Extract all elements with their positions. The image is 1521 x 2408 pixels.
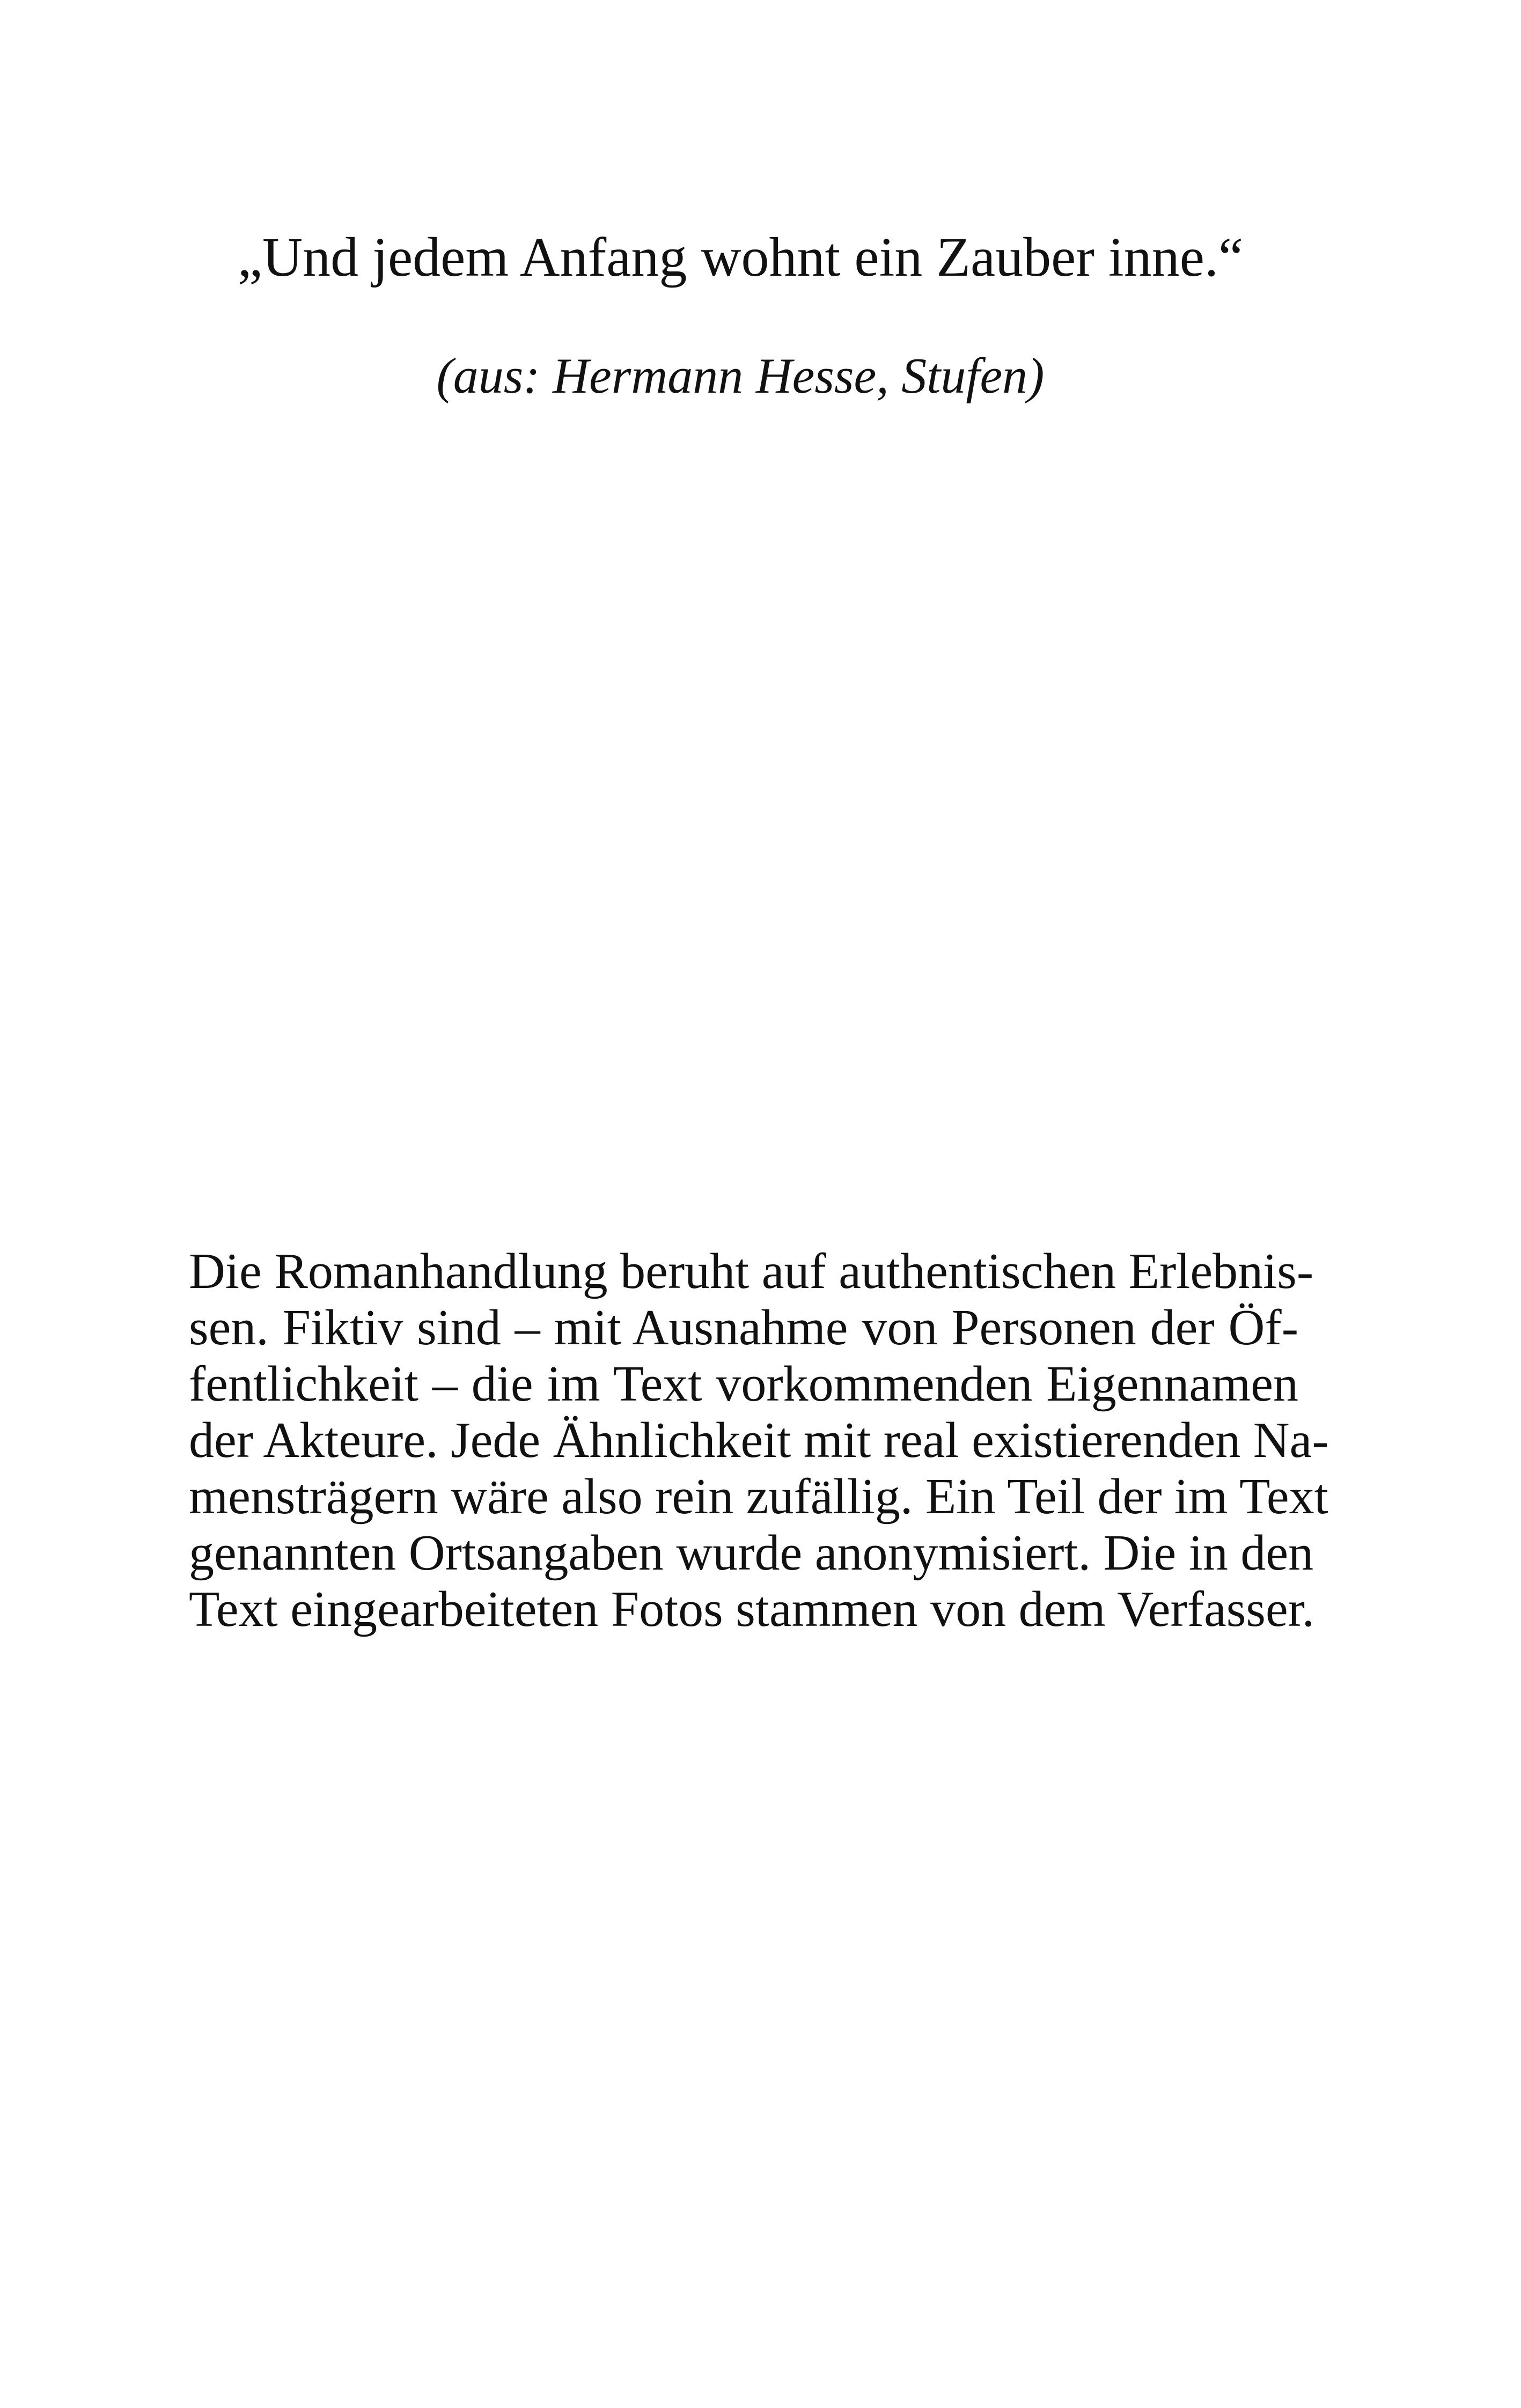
epigraph-quote: „Und jedem Anfang wohnt ein Zauber inne.“ <box>237 226 1244 288</box>
disclaimer-line: fentlichkeit – die im Text vorkommenden Eigennamen <box>189 1356 1298 1412</box>
disclaimer-line: genannten Ortsangaben wurde anonymisiert. Die in den <box>189 1525 1314 1581</box>
disclaimer-line: sen. Fiktiv sind – mit Ausnahme von Personen der Öf- <box>189 1300 1298 1356</box>
disclaimer-line: der Akteure. Jede Ähnlichkeit mit real existierenden Na- <box>189 1412 1329 1468</box>
disclaimer-line: Die Romanhandlung beruht auf authentischen Erlebnis- <box>189 1243 1314 1299</box>
epigraph-source: (aus: Hermann Hesse, Stufen) <box>436 348 1045 404</box>
disclaimer-line: mensträgern wäre also rein zufällig. Ein Teil der im Text <box>189 1469 1328 1525</box>
disclaimer-paragraph <box>189 1243 1329 1638</box>
disclaimer-line: Text eingearbeiteten Fotos stammen von dem Verfasser. <box>189 1581 1315 1637</box>
